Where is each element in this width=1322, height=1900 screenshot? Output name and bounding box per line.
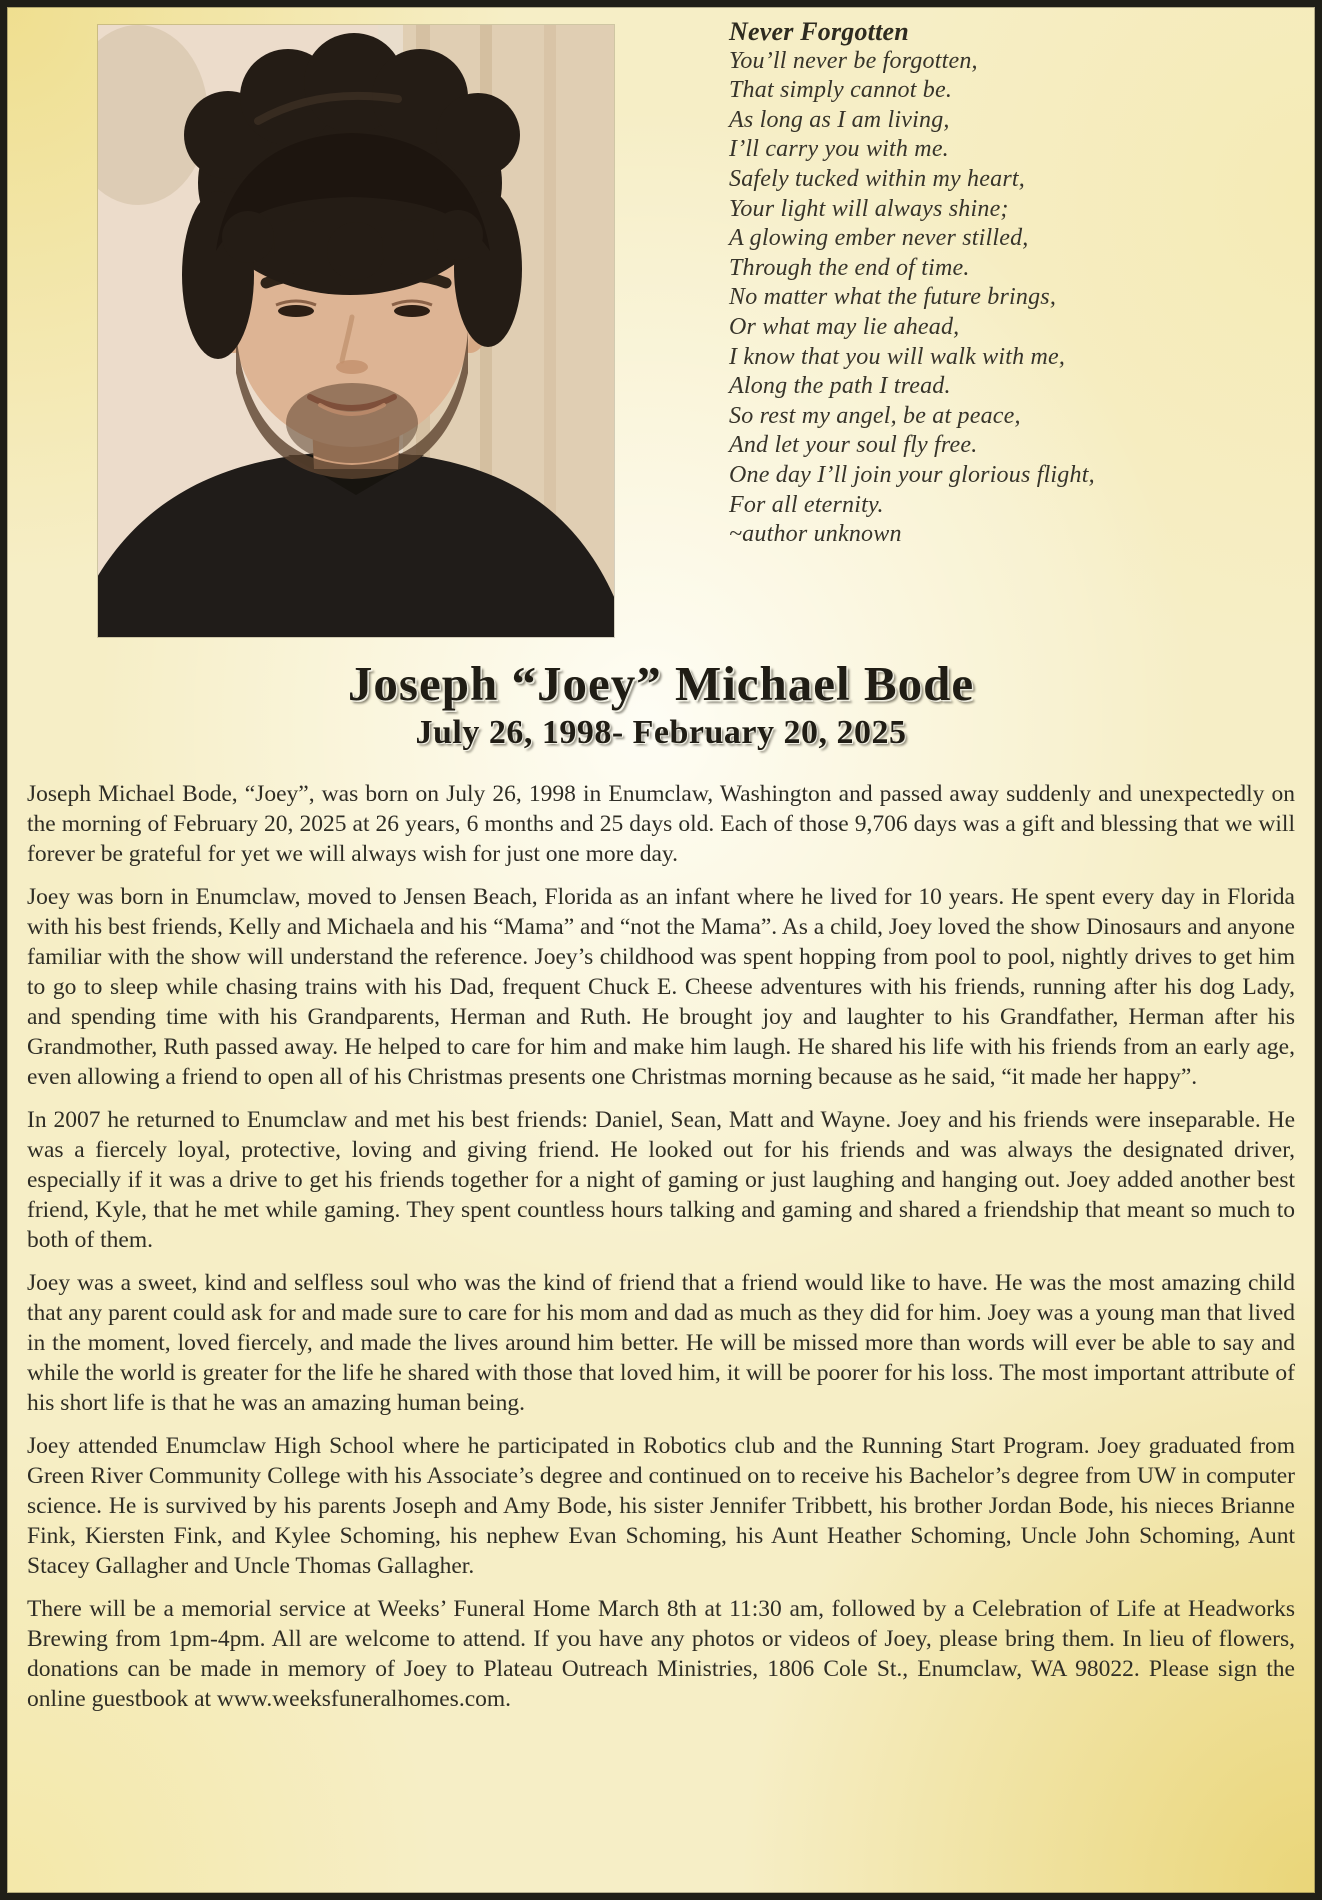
obituary-text	[27, 779, 1295, 1727]
poem-line: For all eternity.	[729, 491, 884, 518]
top-section	[7, 7, 1315, 655]
poem-line: Your light will always shine;	[729, 195, 1009, 222]
poem-line: Safely tucked within my heart,	[729, 165, 1025, 192]
poem-line: Or what may lie ahead,	[729, 313, 960, 340]
poem-line: Along the path I tread.	[729, 373, 951, 400]
memorial-poem	[729, 17, 1289, 550]
obituary-paragraph-friends: In 2007 he returned to Enumclaw and met his best friends: Daniel, Sean, Matt and Wayne. Joey and his friends were inseparable. He was a fiercely loyal, protective, loving and giving friend. He looked out for his friends and was always the designated driver, especially if it was a drive to get his friends together for a night of gaming or just laughing and hanging out. Joey added another best friend, Kyle, that he met while gaming. They spent countless hours talking and gaming and shared a friendship that meant so much to both of them.	[27, 1107, 1295, 1253]
poem-title: Never Forgotten	[729, 17, 909, 46]
obituary-paragraph-service-info: There will be a memorial service at Weeks’ Funeral Home March 8th at 11:30 am, followed by a Celebration of Life at Headworks Brewing from 1pm-4pm. All are welcome to attend. If you have any photos or videos of Joey, please bring them. In lieu of flowers, donations can be made in memory of Joey to Plateau Outreach Ministries, 1806 Cole St., Enumclaw, WA 98022. Please sign the online guestbook at www.weeksfuneralhomes.com.	[27, 1596, 1295, 1712]
poem-line: I’ll carry you with me.	[729, 136, 949, 163]
obituary-paragraph-character: Joey was a sweet, kind and selfless soul who was the kind of friend that a friend would like to have. He was the most amazing child that any parent could ask for and made sure to care for his mom and dad as much as they did for him. Joey was a young man that lived in the moment, loved fiercely, and made the lives around him better. He will be missed more than words will ever be able to say and while the world is greater for the life he shared with those that loved him, it will be poorer for his loss. The most important attribute of his short life is that he was an amazing human being.	[27, 1270, 1295, 1416]
life-dates: July 26, 1998- February 20, 2025	[415, 714, 907, 751]
poem-line: As long as I am living,	[729, 106, 950, 133]
poem-line: No matter what the future brings,	[729, 284, 1057, 311]
poem-line: You’ll never be forgotten,	[729, 47, 978, 74]
deceased-name: Joseph “Joey” Michael Bode	[347, 656, 975, 711]
portrait-photo-image	[98, 25, 614, 637]
poem-line: I know that you will walk with me,	[729, 343, 1066, 370]
poem-attribution: ~author unknown	[729, 521, 902, 548]
obituary-paragraph-birth: Joseph Michael Bode, “Joey”, was born on July 26, 1998 in Enumclaw, Washington and passed away suddenly and unexpectedly on the morning of February 20, 2025 at 26 years, 6 months and 25 days old. Each of those 9,706 days was a gift and blessing that we will forever be grateful for yet we will always wish for just one more day.	[27, 781, 1295, 867]
title-block	[7, 655, 1315, 752]
obituary-paragraph-education-survivors: Joey attended Enumclaw High School where he participated in Robotics club and the Running Start Program. Joey graduated from Green River Community College with his Associate’s degree and continued on to receive his Bachelor’s degree from UW in computer science. He is survived by his parents Joseph and Amy Bode, his sister Jennifer Tribbett, his brother Jordan Bode, his nieces Brianne Fink, Kiersten Fink, and Kylee Schoming, his nephew Evan Schoming, his Aunt Heather Schoming, Uncle John Schoming, Aunt Stacey Gallagher and Uncle Thomas Gallagher.	[27, 1433, 1295, 1579]
poem-line: One day I’ll join your glorious flight,	[729, 461, 1095, 488]
portrait-photo	[98, 25, 614, 637]
poem-line: And let your soul fly free.	[729, 432, 978, 459]
poem-line: That simply cannot be.	[729, 77, 953, 104]
obituary-paragraph-childhood: Joey was born in Enumclaw, moved to Jensen Beach, Florida as an infant where he lived for 10 years. He spent every day in Florida with his best friends, Kelly and Michaela and his “Mama” and “not the Mama”. As a child, Joey loved the show Dinosaurs and anyone familiar with the show will understand the reference. Joey’s childhood was spent hopping from pool to pool, nightly drives to get him to go to sleep while chasing trains with his Dad, frequent Chuck E. Cheese adventures with his friends, running after his dog Lady, and spending time with his Grandparents, Herman and Ruth. He brought joy and laughter to his Grandfather, Herman after his Grandmother, Ruth passed away. He helped to care for him and make him laugh. He shared his life with his friends from an early age, even allowing a friend to open all of his Christmas presents one Christmas morning because as he said, “it made her happy”.	[27, 884, 1295, 1090]
poem-line: A glowing ember never stilled,	[729, 225, 1029, 252]
poem-line: So rest my angel, be at peace,	[729, 402, 1021, 429]
poem-line: Through the end of time.	[729, 254, 970, 281]
